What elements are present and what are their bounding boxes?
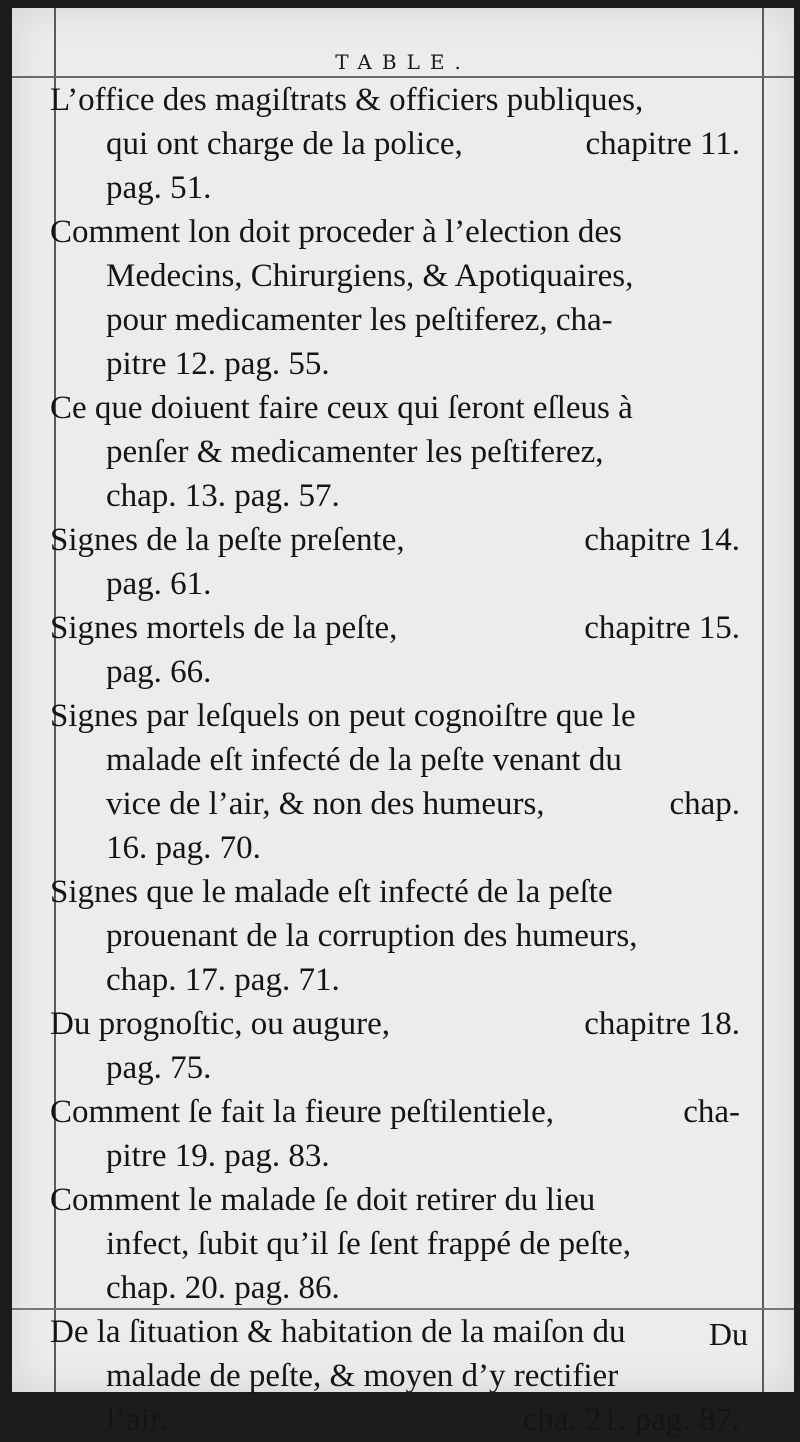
toc-entry: [50, 694, 740, 870]
toc-entry: [50, 1090, 740, 1178]
toc-entry-reference: chapitre 15.: [584, 610, 740, 646]
toc-entry-title: Comment ſe fait la fieure peſtilentiele,: [50, 1094, 554, 1130]
toc-entry-title: l’air,: [106, 1402, 168, 1438]
toc-entry-line: pitre 12. pag. 55.: [106, 346, 330, 382]
right-margin-rule: [762, 8, 764, 1392]
toc-entry-line: Medecins, Chirurgiens, & Apotiquaires,: [106, 258, 634, 294]
toc-entry-line: [50, 1398, 740, 1442]
toc-entry-line: infect, ſubit qu’il ſe ſent frappé de peſte,: [106, 1226, 632, 1262]
toc-entry-line: Comment le malade ſe doit retirer du lieu: [50, 1182, 596, 1218]
toc-entry-line: L’office des magiſtrats & officiers publiques,: [50, 82, 644, 118]
toc-entry-title: Signes de la peſte preſente,: [50, 522, 405, 558]
toc-entry-line: Ce que doiuent faire ceux qui ſeront eſleus à: [50, 390, 633, 426]
toc-entry-line: Comment lon doit proceder à l’election des: [50, 214, 622, 250]
toc-entry: [50, 1002, 740, 1090]
toc-entry-line: penſer & medicamenter les peſtiferez,: [106, 434, 604, 470]
toc-entry-line: [50, 606, 740, 650]
toc-entry-line: pag. 66.: [106, 654, 212, 690]
toc-entry: [50, 386, 740, 518]
toc-entry-line: De la ſituation & habitation de la maiſon du: [50, 1314, 626, 1350]
toc-entry-reference: cha-: [683, 1094, 740, 1130]
toc-entry-title: qui ont charge de la police,: [106, 126, 463, 162]
toc-entry-line: [50, 1002, 740, 1046]
toc-entry-line: [50, 122, 740, 166]
toc-entry-line: malade eſt infecté de la peſte venant du: [106, 742, 622, 778]
toc-entry-line: Signes par leſquels on peut cognoiſtre que le: [50, 698, 636, 734]
toc-entry-line: pag. 51.: [106, 170, 212, 206]
toc-entry-line: chap. 17. pag. 71.: [106, 962, 340, 998]
toc-entry-line: pour medicamenter les peſtiferez, cha-: [106, 302, 613, 338]
toc-entry-reference: chapitre 18.: [584, 1006, 740, 1042]
toc-entry: [50, 870, 740, 1002]
toc-entry-line: chap. 20. pag. 86.: [106, 1270, 340, 1306]
toc-entry-title: Signes mortels de la peſte,: [50, 610, 398, 646]
catchword: Du: [708, 1316, 748, 1352]
toc-entry-line: pitre 19. pag. 83.: [106, 1138, 330, 1174]
toc-entry-line: pag. 61.: [106, 566, 212, 602]
table-of-contents: [50, 78, 740, 1442]
toc-entry: [50, 78, 740, 210]
toc-entry-line: 16. pag. 70.: [106, 830, 261, 866]
running-header: TABLE.: [335, 50, 471, 74]
toc-entry-line: [50, 518, 740, 562]
toc-entry-line: [50, 1090, 740, 1134]
toc-entry-title: Du prognoſtic, ou augure,: [50, 1006, 391, 1042]
toc-entry: [50, 210, 740, 386]
toc-entry-reference: chap.: [669, 786, 740, 822]
toc-entry-line: malade de peſte, & moyen d’y rectifier: [106, 1358, 619, 1394]
toc-entry-line: prouenant de la corruption des humeurs,: [106, 918, 638, 954]
toc-entry-reference: chapitre 14.: [584, 522, 740, 558]
toc-entry-reference: cha. 21. pag. 87.: [522, 1402, 740, 1438]
toc-entry-line: chap. 13. pag. 57.: [106, 478, 340, 514]
toc-entry-line: pag. 75.: [106, 1050, 212, 1086]
toc-entry-title: vice de l’air, & non des humeurs,: [106, 786, 545, 822]
toc-entry-line: Signes que le malade eſt infecté de la peſte: [50, 874, 613, 910]
toc-entry: [50, 518, 740, 606]
toc-entry: [50, 1178, 740, 1310]
toc-entry-reference: chapitre 11.: [585, 126, 740, 162]
toc-entry-line: [50, 782, 740, 826]
toc-entry: [50, 1310, 740, 1442]
toc-entry: [50, 606, 740, 694]
